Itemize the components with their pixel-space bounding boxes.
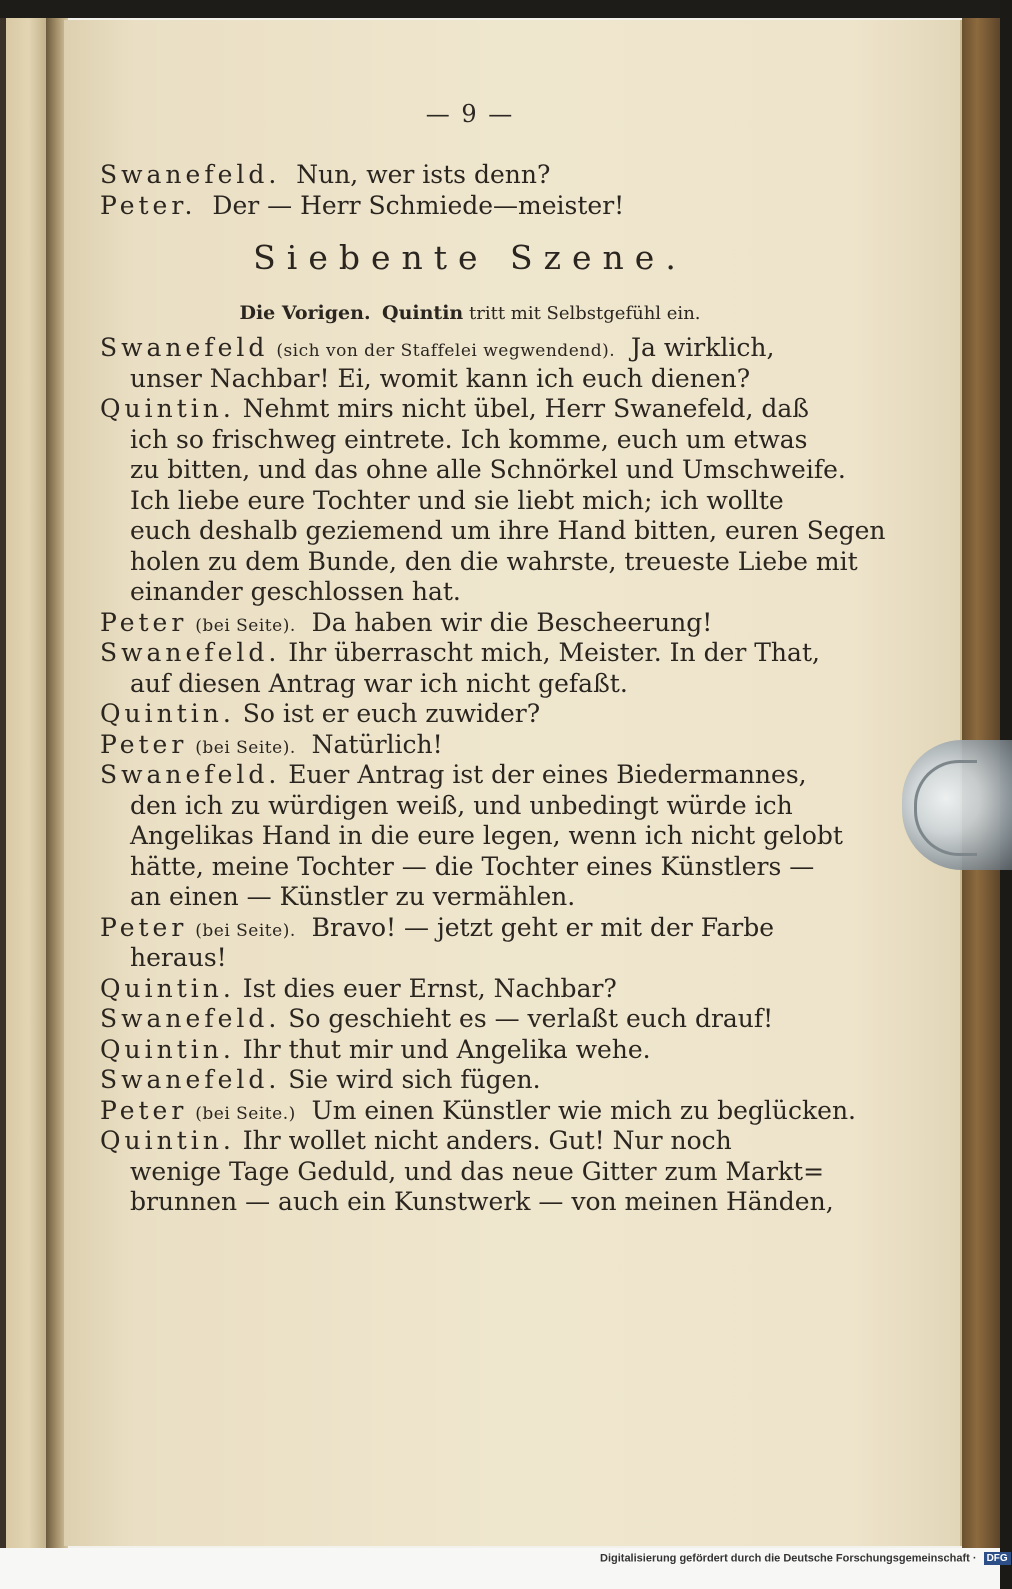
stage-aside: (bei Seite.) bbox=[195, 1103, 296, 1124]
dialogue-line bbox=[100, 1004, 840, 1035]
dialogue-line bbox=[100, 191, 840, 222]
dialogue-line bbox=[100, 974, 840, 1005]
speaker-name: Swanefeld. bbox=[100, 1065, 281, 1094]
page-text bbox=[100, 160, 886, 1218]
continuation-line: heraus! bbox=[130, 943, 227, 972]
spoken-text: Ja wirklich, bbox=[631, 333, 775, 362]
dialogue-line bbox=[100, 913, 840, 944]
dialogue-block bbox=[100, 333, 886, 1218]
spoken-text: Ist dies euer Ernst, Nachbar? bbox=[242, 973, 617, 1003]
stage-action: tritt mit Selbstgefühl ein. bbox=[468, 303, 701, 324]
speaker-name: Peter bbox=[100, 1095, 188, 1125]
book-left-edge bbox=[0, 18, 6, 1548]
stage-characters: Die Vorigen. bbox=[239, 302, 371, 324]
spoken-text: Nehmt mirs nicht übel, Herr Swanefeld, daß bbox=[242, 394, 809, 423]
continuation-line: an einen — Künstler zu vermählen. bbox=[130, 882, 576, 911]
dialogue-line bbox=[100, 394, 840, 425]
page-number: — 9 — bbox=[425, 100, 515, 128]
speaker-name: Quintin. bbox=[100, 394, 235, 423]
continuation-line: holen zu dem Bunde, den die wahrste, treueste Liebe mit bbox=[130, 546, 858, 576]
dialogue-line bbox=[100, 1035, 840, 1066]
continuation-line: hätte, meine Tochter — die Tochter eines Künstlers — bbox=[130, 851, 815, 881]
facing-page-edge bbox=[0, 18, 52, 1548]
stage-aside: (bei Seite). bbox=[195, 737, 296, 758]
credit-text: Digitalisierung gefördert durch die Deutsche Forschungsgemeinschaft · bbox=[600, 1552, 977, 1565]
stage-aside: (bei Seite). bbox=[195, 615, 296, 636]
speaker-name: Quintin. bbox=[100, 973, 235, 1003]
speaker-name: Peter bbox=[100, 912, 188, 942]
continuation-line: auf diesen Antrag war ich nicht gefaßt. bbox=[130, 668, 628, 698]
continuation-line: den ich zu würdigen weiß, und unbedingt würde ich bbox=[130, 790, 793, 820]
speaker-name: Swanefeld. bbox=[100, 1004, 281, 1033]
dialogue-line bbox=[100, 1095, 857, 1127]
speaker-name: Swanefeld bbox=[100, 333, 269, 362]
spoken-text: Euer Antrag ist der eines Biedermannes, bbox=[288, 760, 807, 789]
speaker-name: Peter bbox=[100, 729, 188, 759]
speaker-name: Swanefeld. bbox=[100, 760, 281, 789]
dialogue-line bbox=[100, 699, 840, 730]
dialogue-line bbox=[100, 730, 840, 761]
speaker-name: Swanefeld. bbox=[100, 638, 281, 667]
dialogue-line bbox=[100, 638, 840, 669]
dialogue-line bbox=[100, 760, 840, 791]
continuation-line: euch deshalb geziemend um ihre Hand bitten, euren Segen bbox=[130, 516, 886, 545]
speaker-name: Quintin. bbox=[100, 1126, 235, 1155]
stage-aside: (bei Seite). bbox=[195, 920, 296, 941]
digitization-credit bbox=[600, 1552, 1008, 1565]
continuation-line: Angelikas Hand in die eure legen, wenn ich nicht gelobt bbox=[130, 821, 843, 850]
continuation-line: Ich liebe eure Tochter und sie liebt mich; ich wollte bbox=[130, 485, 784, 515]
stage-entering-character: Quintin bbox=[382, 302, 464, 324]
dialogue-line bbox=[100, 160, 840, 191]
speaker-name: Quintin. bbox=[100, 1034, 235, 1064]
spoken-text: Bravo! — jetzt geht er mit der Farbe bbox=[311, 912, 775, 942]
dialogue-line bbox=[100, 1126, 840, 1157]
dialogue-line bbox=[100, 333, 840, 364]
dialogue-line bbox=[100, 1065, 840, 1096]
spoken-text: Der — Herr Schmiede—meister! bbox=[212, 190, 625, 220]
speaker-name: Quintin. bbox=[100, 699, 235, 728]
stage-aside: (sich von der Staffelei wegwendend). bbox=[276, 341, 616, 361]
continuation-line: unser Nachbar! Ei, womit kann ich euch dienen? bbox=[130, 363, 751, 393]
spoken-text: Sie wird sich fügen. bbox=[288, 1065, 541, 1094]
speaker-name: Swanefeld. bbox=[100, 160, 281, 189]
continuation-line: wenige Tage Geduld, und das neue Gitter zum Markt= bbox=[130, 1156, 825, 1186]
continuation-line: einander geschlossen hat. bbox=[130, 577, 461, 606]
speaker-name: Peter. bbox=[100, 190, 197, 220]
spoken-text: So geschieht es — verlaßt euch drauf! bbox=[288, 1004, 774, 1033]
scan-top-border bbox=[0, 0, 1000, 18]
spoken-text: Ihr thut mir und Angelika wehe. bbox=[242, 1034, 651, 1064]
spoken-text: Ihr überrascht mich, Meister. In der That, bbox=[288, 638, 820, 667]
continuation-line: zu bitten, und das ohne alle Schnörkel und Umschweife. bbox=[130, 455, 846, 484]
spoken-text: Da haben wir die Bescheerung! bbox=[311, 607, 713, 637]
speaker-name: Peter bbox=[100, 607, 188, 637]
stage-direction bbox=[100, 293, 840, 333]
continuation-line: brunnen — auch ein Kunstwerk — von meinen Händen, bbox=[130, 1187, 834, 1216]
scene-heading: Siebente Szene. bbox=[253, 238, 687, 277]
dialogue-line bbox=[100, 608, 840, 639]
continuation-line: ich so frischweg eintrete. Ich komme, euch um etwas bbox=[130, 424, 808, 454]
spoken-text: Um einen Künstler wie mich zu beglücken. bbox=[311, 1095, 857, 1125]
spoken-text: So ist er euch zuwider? bbox=[242, 699, 541, 728]
spoken-text: Nun, wer ists denn? bbox=[296, 160, 551, 189]
spoken-text: Natürlich! bbox=[311, 729, 443, 759]
dfg-logo: DFG bbox=[984, 1552, 1011, 1565]
spoken-text: Ihr wollet nicht anders. Gut! Nur noch bbox=[242, 1126, 732, 1155]
